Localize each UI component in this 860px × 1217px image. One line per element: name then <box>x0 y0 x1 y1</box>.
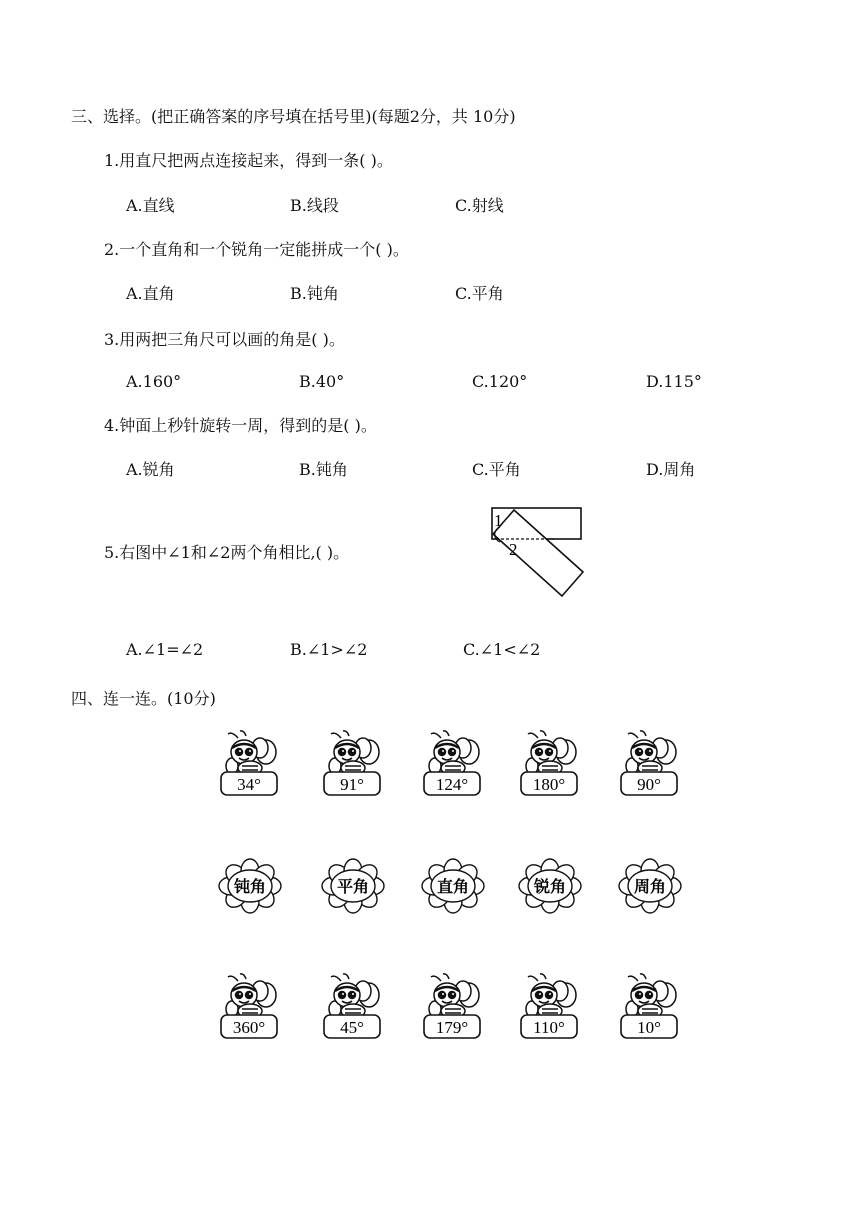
angle-figure <box>480 500 600 610</box>
bee-icon <box>226 974 276 1018</box>
bottom-bee-card[interactable] <box>423 973 483 1043</box>
option-5c: C.∠1<∠2 <box>463 640 541 659</box>
bee-angle-label: 110° <box>533 1018 565 1037</box>
bottom-bee-card[interactable] <box>323 973 383 1043</box>
bee-icon <box>329 974 379 1018</box>
angle-1-label: 1 <box>494 511 503 530</box>
bee-icon <box>526 731 576 775</box>
question-5: 5.右图中∠1和∠2两个角相比,( )。 <box>104 543 350 562</box>
top-bee-card[interactable] <box>423 730 483 800</box>
bee-icon <box>429 974 479 1018</box>
option-3d: D.115° <box>646 372 702 391</box>
bottom-bee-card[interactable] <box>520 973 580 1043</box>
flower-card[interactable] <box>617 860 683 912</box>
option-1c: C.射线 <box>455 196 504 215</box>
option-4d: D.周角 <box>646 460 696 479</box>
bee-angle-label: 90° <box>637 775 661 794</box>
section-4-heading: 四、连一连。(10分) <box>71 689 216 708</box>
bee-angle-label: 34° <box>237 775 261 794</box>
option-5b: B.∠1>∠2 <box>290 640 368 659</box>
option-3c: C.120° <box>472 372 528 391</box>
bee-icon <box>626 974 676 1018</box>
flower-angle-type-label: 直角 <box>436 877 470 896</box>
option-1a: A.直线 <box>126 196 175 215</box>
flower-angle-type-label: 钝角 <box>233 877 267 896</box>
bee-icon <box>526 974 576 1018</box>
question-3: 3.用两把三角尺可以画的角是( )。 <box>104 330 345 349</box>
bottom-bee-card[interactable] <box>220 973 280 1043</box>
top-bee-card[interactable] <box>620 730 680 800</box>
top-bee-card[interactable] <box>520 730 580 800</box>
top-bee-card[interactable] <box>220 730 280 800</box>
flower-angle-type-label: 锐角 <box>533 877 567 896</box>
option-5a: A.∠1=∠2 <box>126 640 204 659</box>
flower-card[interactable] <box>217 860 283 912</box>
question-4: 4.钟面上秒针旋转一周，得到的是( )。 <box>104 416 377 435</box>
bee-angle-label: 124° <box>435 775 469 794</box>
bee-icon <box>226 731 276 775</box>
bee-angle-label: 10° <box>637 1018 661 1037</box>
flower-card[interactable] <box>517 860 583 912</box>
flower-card[interactable] <box>320 860 386 912</box>
option-2a: A.直角 <box>126 284 175 303</box>
flower-angle-type-label: 周角 <box>633 877 667 896</box>
option-2c: C.平角 <box>455 284 504 303</box>
bee-icon <box>429 731 479 775</box>
bee-angle-label: 360° <box>232 1018 266 1037</box>
option-4c: C.平角 <box>472 460 521 479</box>
flower-card[interactable] <box>420 860 486 912</box>
option-2b: B.钝角 <box>290 284 339 303</box>
option-3b: B.40° <box>299 372 345 391</box>
flower-angle-type-label: 平角 <box>336 877 370 896</box>
bee-angle-label: 45° <box>340 1018 364 1037</box>
question-1: 1.用直尺把两点连接起来，得到一条( )。 <box>104 151 393 170</box>
bee-icon <box>626 731 676 775</box>
top-bee-card[interactable] <box>323 730 383 800</box>
angle-2-label: 2 <box>509 540 518 559</box>
option-1b: B.线段 <box>290 196 339 215</box>
option-4a: A.锐角 <box>126 460 175 479</box>
bee-angle-label: 180° <box>532 775 566 794</box>
option-3a: A.160° <box>126 372 182 391</box>
option-4b: B.钝角 <box>299 460 348 479</box>
bottom-bee-card[interactable] <box>620 973 680 1043</box>
bee-angle-label: 91° <box>340 775 364 794</box>
question-2: 2.一个直角和一个锐角一定能拼成一个( )。 <box>104 240 409 259</box>
bee-angle-label: 179° <box>435 1018 469 1037</box>
section-3-heading: 三、选择。(把正确答案的序号填在括号里)(每题2分，共 10分) <box>71 107 516 126</box>
bee-icon <box>329 731 379 775</box>
